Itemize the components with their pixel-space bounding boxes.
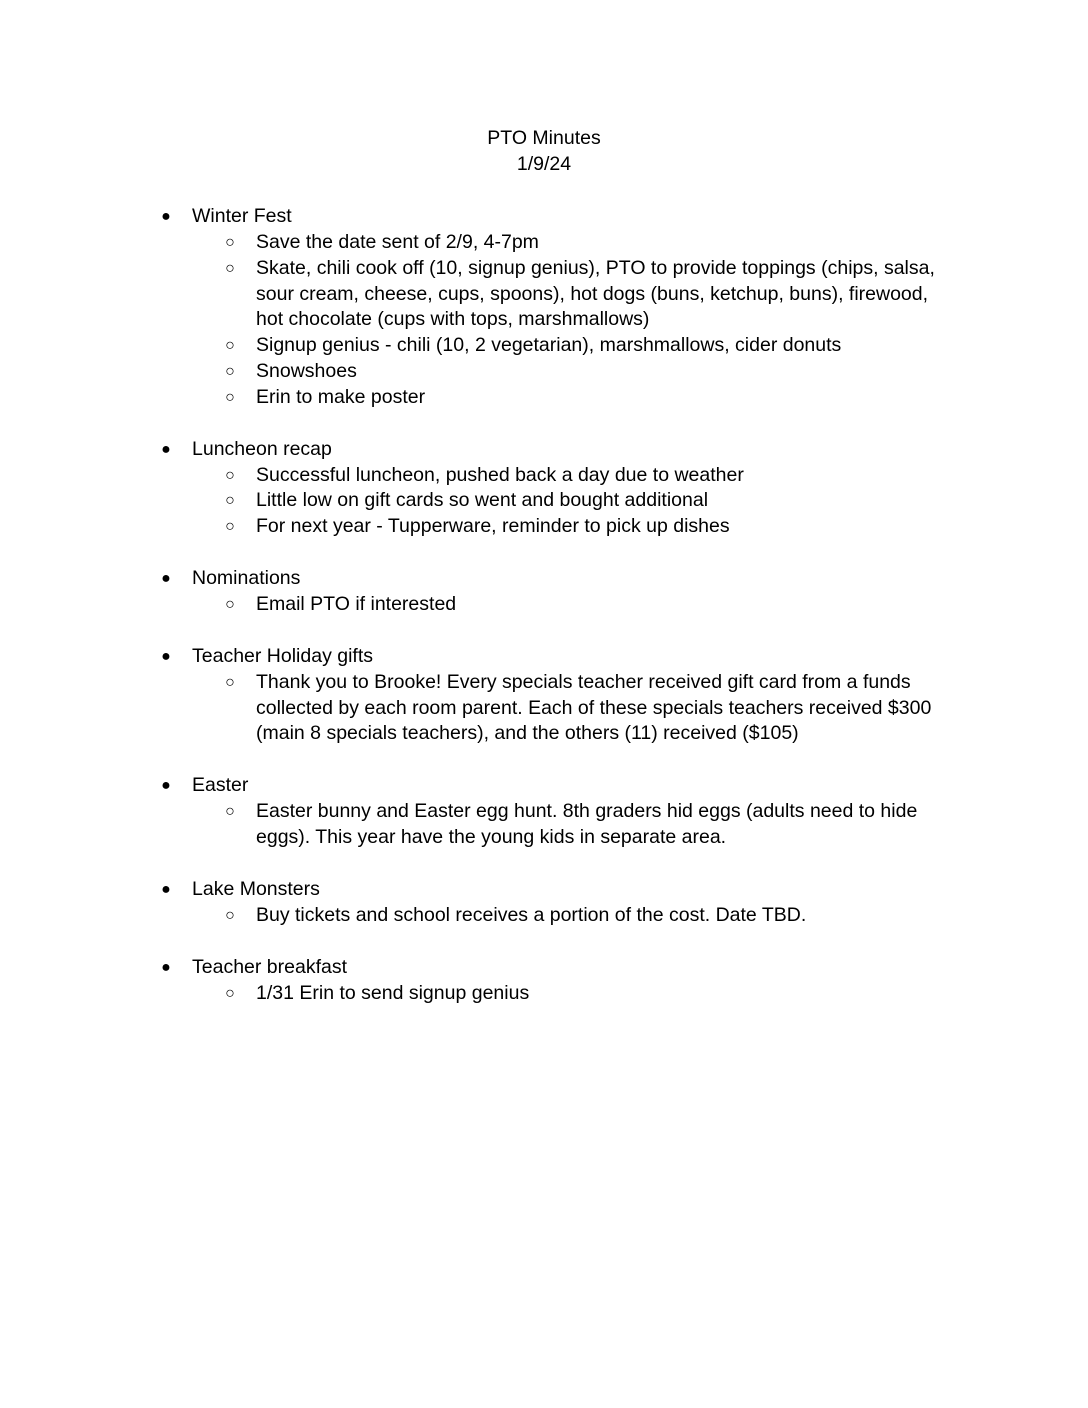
- list-item-text: Thank you to Brooke! Every specials teacher received gift card from a funds collected by each room parent. Each of these specials teachers received $300 (main 8 specials teachers), and the others (11) received ($105): [256, 670, 932, 745]
- list-item: [0, 903, 956, 929]
- sub-bullet-icon: ○: [225, 259, 235, 277]
- list-item: [0, 592, 956, 618]
- bullet-icon: ●: [161, 880, 171, 898]
- topic-heading: Nominations: [192, 566, 301, 589]
- sub-bullet-icon: ○: [225, 362, 235, 380]
- list-item-text: Little low on gift cards so went and bought additional: [256, 489, 709, 512]
- agenda-section: [0, 644, 1088, 747]
- topic-heading: Winter Fest: [192, 205, 292, 227]
- bullet-icon: ●: [161, 777, 171, 795]
- list-item-text: Email PTO if interested: [256, 592, 457, 615]
- list-item: [0, 981, 956, 1007]
- agenda-topic: [0, 204, 1088, 230]
- list-item-text: For next year - Tupperware, reminder to pick up dishes: [256, 515, 730, 538]
- agenda-topic: [0, 773, 1088, 799]
- agenda-section: [0, 877, 1088, 929]
- minutes-list: [0, 204, 1088, 1032]
- sub-bullet-icon: ○: [225, 906, 235, 924]
- agenda-topic: [0, 644, 1088, 670]
- list-item-text: Successful luncheon, pushed back a day due to weather: [256, 463, 744, 486]
- agenda-section: [0, 955, 1088, 1007]
- sub-bullet-icon: ○: [225, 518, 235, 536]
- agenda-section: [0, 773, 1088, 851]
- agenda-topic: [0, 437, 1088, 463]
- list-item: [0, 230, 956, 256]
- agenda-section: [0, 437, 1088, 540]
- sub-bullet-icon: ○: [225, 803, 235, 821]
- sub-bullet-icon: ○: [225, 673, 235, 691]
- list-item: [0, 463, 956, 489]
- agenda-section: [0, 566, 1088, 618]
- document-header: [0, 126, 1088, 178]
- list-item-text: Snowshoes: [256, 359, 357, 382]
- sub-bullet-icon: ○: [225, 337, 235, 355]
- document-title: PTO Minutes: [487, 127, 601, 149]
- list-item-text: Skate, chili cook off (10, signup genius), PTO to provide toppings (chips, salsa, sour cream, cheese, cups, spoons), hot dogs (buns, ketchup, buns), firewood, hot chocolate (cups with tops, marshmallows): [256, 256, 935, 331]
- list-item: [0, 256, 956, 333]
- list-item: [0, 333, 956, 359]
- sub-bullet-icon: ○: [225, 388, 235, 406]
- list-item: [0, 488, 956, 514]
- list-item-text: Easter bunny and Easter egg hunt. 8th graders hid eggs (adults need to hide eggs). This year have the young kids in separate area.: [256, 800, 918, 848]
- list-item: [0, 670, 956, 747]
- topic-heading: Teacher Holiday gifts: [192, 644, 374, 667]
- agenda-topic: [0, 955, 1088, 981]
- list-item-text: Save the date sent of 2/9, 4-7pm: [256, 231, 539, 253]
- agenda-topic: [0, 877, 1088, 903]
- sub-bullet-icon: ○: [225, 466, 235, 484]
- agenda-topic: [0, 566, 1088, 592]
- topic-heading: Lake Monsters: [192, 877, 320, 900]
- list-item-text: Signup genius - chili (10, 2 vegetarian), marshmallows, cider donuts: [256, 334, 842, 357]
- sub-bullet-icon: ○: [225, 595, 235, 613]
- document-date: 1/9/24: [516, 153, 572, 175]
- sub-bullet-icon: ○: [225, 492, 235, 510]
- topic-heading: Luncheon recap: [192, 437, 332, 460]
- bullet-icon: ●: [161, 647, 171, 665]
- bullet-icon: ●: [161, 958, 171, 976]
- list-item-text: Buy tickets and school receives a portion of the cost. Date TBD.: [256, 903, 807, 926]
- list-item: [0, 514, 956, 540]
- agenda-section: [0, 204, 1088, 411]
- list-item: [0, 799, 956, 851]
- topic-heading: Teacher breakfast: [192, 955, 348, 978]
- sub-bullet-icon: ○: [225, 984, 235, 1002]
- bullet-icon: ●: [161, 569, 171, 587]
- list-item: [0, 359, 956, 385]
- list-item-text: Erin to make poster: [256, 385, 426, 408]
- bullet-icon: ●: [161, 440, 171, 458]
- sub-bullet-icon: ○: [225, 234, 235, 251]
- bullet-icon: ●: [161, 208, 171, 225]
- topic-heading: Easter: [192, 774, 249, 797]
- list-item: [0, 385, 956, 411]
- list-item-text: 1/31 Erin to send signup genius: [256, 981, 530, 1004]
